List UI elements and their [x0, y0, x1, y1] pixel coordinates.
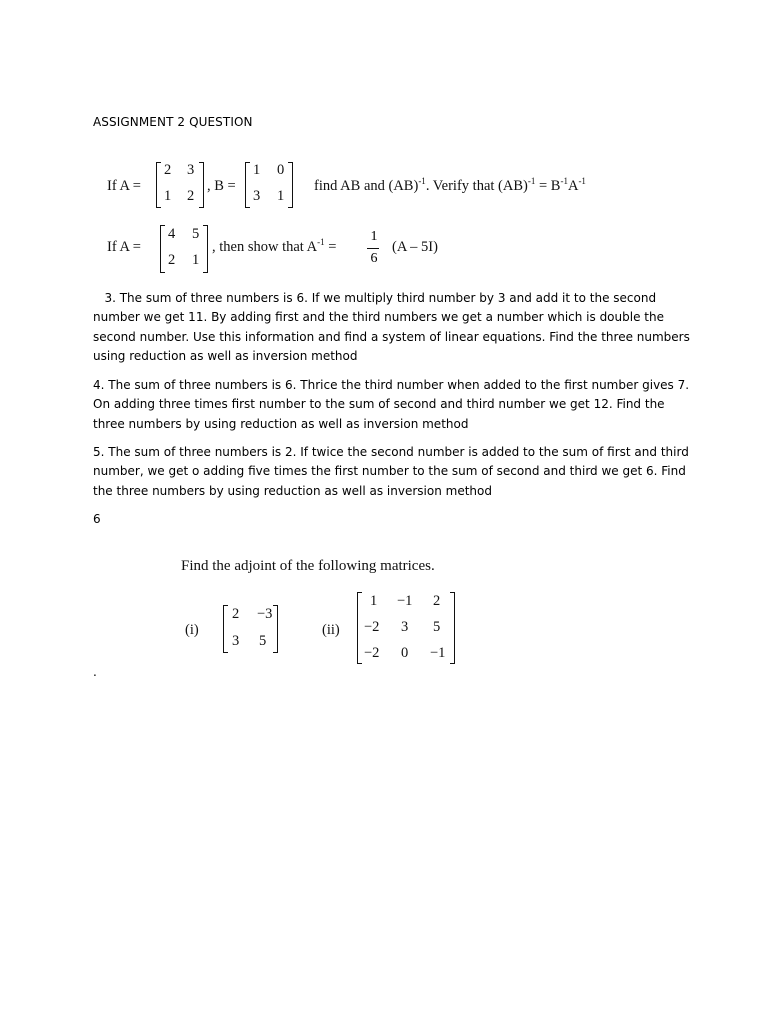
q1-a-22: 2: [187, 188, 195, 204]
q1-comma-b: , B =: [207, 178, 236, 194]
q1-a-11: 2: [164, 162, 172, 178]
q1-if-a: If A =: [107, 178, 141, 194]
q2-a-22: 1: [192, 252, 200, 268]
q1-instruction: find AB and (AB)$^{-1}$. Verify that $(AB)^{-1} = B^{-1}A^{-1}$: [314, 176, 586, 194]
q2-then: , then show that $A^{-1}$ =: [212, 237, 337, 255]
question-4-text: 4. The sum of three numbers is 6. Thrice the third number when added to the first number gives 7. On adding three times first number to the sum of second and third number we get 12. Find the three numbers by using reduction as well as inversion method: [93, 378, 690, 431]
q2-fraction-numerator: 1: [370, 229, 378, 244]
q1-a-21: 1: [164, 188, 172, 204]
q1-a-right-bracket: [199, 162, 204, 208]
q6-m2-23: 5: [433, 619, 441, 635]
q1-b-21: 3: [253, 188, 261, 204]
q6-m2-32: 0: [401, 645, 409, 661]
q6-label-i: (i): [185, 622, 199, 638]
q6-m1-right-bracket: [273, 605, 278, 653]
q2-tail: (A – 5I): [392, 239, 438, 255]
q6-m2-left-bracket: [357, 592, 362, 664]
q6-m2-12: −1: [397, 593, 413, 609]
question-6-number: 6: [93, 512, 101, 526]
q6-m2-13: 2: [433, 593, 441, 609]
q6-m2-22: 3: [401, 619, 409, 635]
q6-m1-22: 5: [259, 633, 267, 649]
q2-a-12: 5: [192, 226, 200, 242]
document-title: ASSIGNMENT 2 QUESTION: [93, 115, 253, 129]
q6-m2-right-bracket: [450, 592, 455, 664]
q6-m2-11: 1: [370, 593, 378, 609]
q1-b-12: 0: [277, 162, 285, 178]
q1-b-left-bracket: [245, 162, 250, 208]
q2-a-11: 4: [168, 226, 176, 242]
q1-a-left-bracket: [156, 162, 161, 208]
q1-a-12: 3: [187, 162, 195, 178]
question-3-text: 3. The sum of three numbers is 6. If we multiply third number by 3 and add it to the second number we get 11. By adding first and the third numbers we get a number which is double the second number. Use this information and find a system of linear equations. Find the three numbers using reduction as well as inversion method: [93, 291, 690, 364]
q6-m1-11: 2: [232, 606, 240, 622]
question-5-text: 5. The sum of three numbers is 2. If twice the second number is added to the sum of first and third number, we get o adding five times the first number to the sum of second and third we get 6. Find the three numbers by using reduction as well as inversion method: [93, 445, 689, 498]
q2-fraction-bar: [367, 248, 379, 249]
trailing-period: .: [93, 665, 97, 679]
q2-fraction-denominator: 6: [370, 251, 378, 266]
q2-a-left-bracket: [160, 225, 165, 273]
q6-m1-left-bracket: [223, 605, 228, 653]
q6-m2-31: −2: [364, 645, 380, 661]
q6-m1-12: −3: [257, 606, 273, 622]
q1-b-11: 1: [253, 162, 261, 178]
q1-b-right-bracket: [288, 162, 293, 208]
q6-m2-21: −2: [364, 619, 380, 635]
q2-a-21: 2: [168, 252, 176, 268]
q6-label-ii: (ii): [322, 622, 340, 638]
q2-a-right-bracket: [203, 225, 208, 273]
q6-m1-21: 3: [232, 633, 240, 649]
q1-b-22: 1: [277, 188, 285, 204]
q2-if-a: If A =: [107, 239, 141, 255]
q6-m2-33: −1: [430, 645, 446, 661]
q6-heading: Find the adjoint of the following matrices.: [181, 558, 435, 574]
